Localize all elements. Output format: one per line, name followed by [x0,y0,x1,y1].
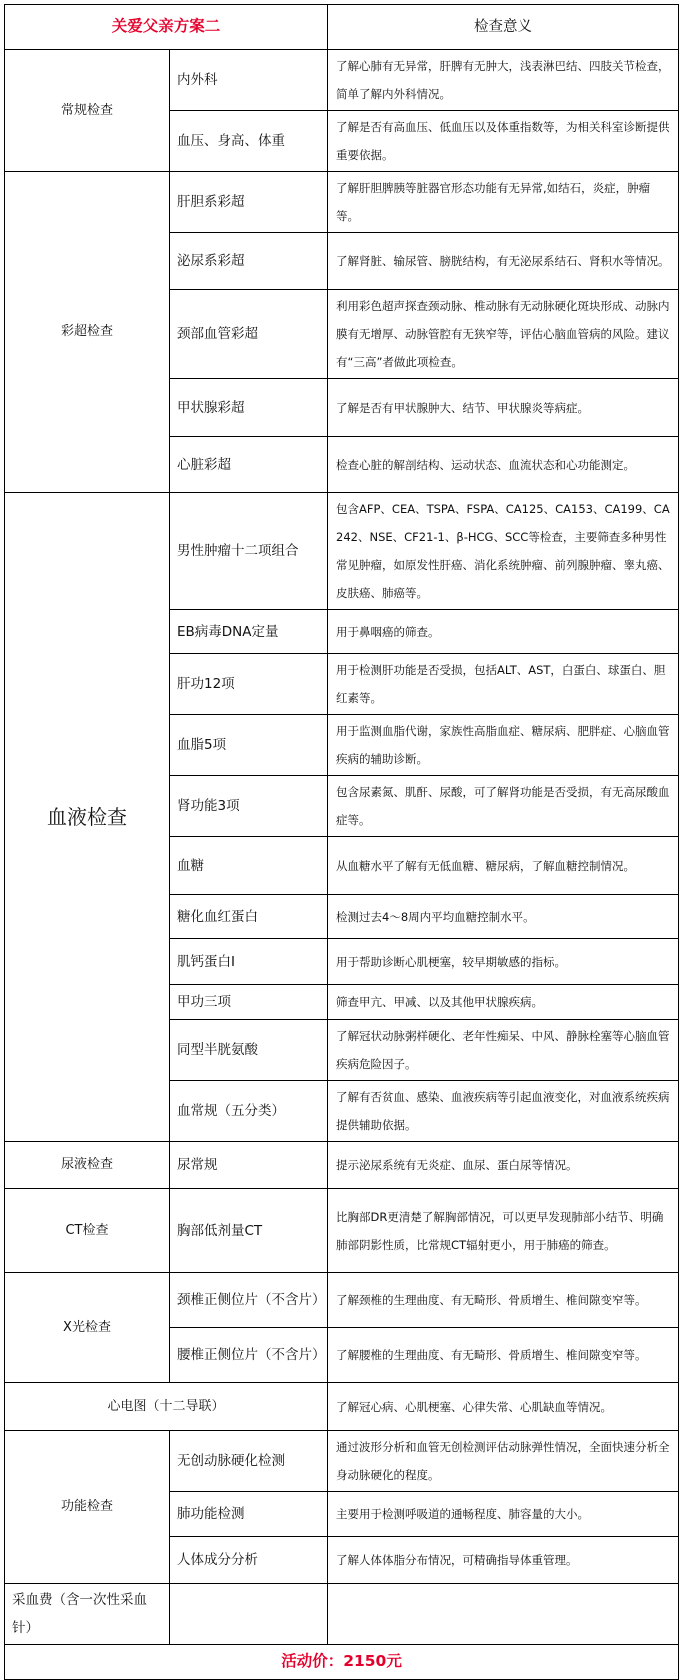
table-row [5,1584,679,1645]
item-desc: 用于鼻咽癌的筛查。 [328,610,679,654]
table-row [5,1273,679,1328]
plan-title-cell [5,5,328,50]
item-desc: 了解肝胆脾胰等脏器官形态功能有无异常,如结石，炎症，肿瘤等。 [328,172,679,233]
item-name: 无创动脉硬化检测 [170,1431,328,1492]
item-name: 内外科 [170,50,328,111]
item-desc: 了解是否有高血压、低血压以及体重指数等，为相关科室诊断提供重要依据。 [328,111,679,172]
item-desc [328,1584,679,1645]
item-name: 泌尿系彩超 [170,233,328,290]
table-row [5,493,679,610]
item-desc: 了解颈椎的生理曲度、有无畸形、骨质增生、椎间隙变窄等。 [328,1273,679,1328]
item-desc: 了解有否贫血、感染、血液疾病等引起血液变化，对血液系统疾病提供辅助依据。 [328,1081,679,1142]
item-desc: 了解腰椎的生理曲度、有无畸形、骨质增生、椎间隙变窄等。 [328,1328,679,1383]
category-cell: 血液检查 [5,493,170,1142]
meaning-header-cell [328,5,679,50]
item-desc: 了解人体体脂分布情况，可精确指导体重管理。 [328,1537,679,1584]
category-cell: 彩超检查 [5,172,170,493]
item-desc: 包含尿素氮、肌酐、尿酸，可了解肾功能是否受损，有无高尿酸血症等。 [328,776,679,837]
table-row [5,50,679,111]
meaning-header: 检查意义 [474,18,533,35]
item-desc: 用于检测肝功能是否受损，包括ALT、AST，白蛋白、球蛋白、胆红素等。 [328,654,679,715]
item-desc: 检查心脏的解剖结构、运动状态、血流状态和心功能测定。 [328,437,679,493]
item-desc: 了解肾脏、输尿管、膀胱结构，有无泌尿系结石、肾积水等情况。 [328,233,679,290]
item-name: 肝功12项 [170,654,328,715]
item-name: 肌钙蛋白I [170,939,328,985]
category-cell: 功能检查 [5,1431,170,1584]
item-desc: 了解是否有甲状腺肿大、结节、甲状腺炎等病症。 [328,379,679,437]
item-desc: 检测过去4～8周内平均血糖控制水平。 [328,895,679,939]
item-name: 肾功能3项 [170,776,328,837]
item-desc: 利用彩色超声探查颈动脉、椎动脉有无动脉硬化斑块形成、动脉内膜有无增厚、动脉管腔有无狭窄等，评估心脑血管病的风险。建议有“三高”者做此项检查。 [328,290,679,379]
item-desc: 用于帮助诊断心肌梗塞，较早期敏感的指标。 [328,939,679,985]
item-desc: 从血糖水平了解有无低血糖、糖尿病，了解血糖控制情况。 [328,837,679,895]
plan-title: 关爱父亲方案二 [111,17,221,35]
item-name: 颈椎正侧位片（不含片） [170,1273,328,1328]
item-desc: 主要用于检测呼吸道的通畅程度、肺容量的大小。 [328,1492,679,1537]
item-name: 尿常规 [170,1142,328,1189]
item-name: 血脂5项 [170,715,328,776]
table-row [5,172,679,233]
item-name: 腰椎正侧位片（不含片） [170,1328,328,1383]
item-name: 肺功能检测 [170,1492,328,1537]
item-name: EB病毒DNA定量 [170,610,328,654]
item-desc: 比胸部DR更清楚了解胸部情况，可以更早发现肺部小结节、明确肺部阴影性质，比常规CT辐射更小，用于肺癌的筛查。 [328,1189,679,1273]
item-desc: 包含AFP、CEA、TSPA、FSPA、CA125、CA153、CA199、CA242、NSE、CF21-1、β-HCG、SCC等检查，主要筛查多种男性常见肿瘤，如原发性肝癌、消化系统肿瘤、前列腺肿瘤、睾丸癌、皮肤癌、肺癌等。 [328,493,679,610]
item-name: 肝胆系彩超 [170,172,328,233]
item-name [170,1584,328,1645]
table-row [5,1383,679,1431]
table-row [5,1189,679,1273]
table-row [5,1142,679,1189]
item-name: 糖化血红蛋白 [170,895,328,939]
category-cell: X光检查 [5,1273,170,1383]
item-desc: 了解冠心病、心肌梗塞、心律失常、心肌缺血等情况。 [328,1383,679,1431]
table-row [5,1431,679,1492]
item-name: 血压、身高、体重 [170,111,328,172]
checkup-table [4,4,679,1680]
item-desc: 了解冠状动脉粥样硬化、老年性痴呆、中风、静脉栓塞等心脑血管疾病危险因子。 [328,1020,679,1081]
item-name: 男性肿瘤十二项组合 [170,493,328,610]
category-cell: 心电图（十二导联） [5,1383,328,1431]
item-name: 甲状腺彩超 [170,379,328,437]
item-name: 心脏彩超 [170,437,328,493]
item-name: 胸部低剂量CT [170,1189,328,1273]
item-name: 血常规（五分类） [170,1081,328,1142]
category-cell: 尿液检查 [5,1142,170,1189]
item-desc: 通过波形分析和血管无创检测评估动脉弹性情况，全面快速分析全身动脉硬化的程度。 [328,1431,679,1492]
item-name: 同型半胱氨酸 [170,1020,328,1081]
item-desc: 了解心肺有无异常，肝脾有无肿大，浅表淋巴结、四肢关节检查，简单了解内外科情况。 [328,50,679,111]
category-cell: 常规检查 [5,50,170,172]
category-cell: 采血费（含一次性采血针） [5,1584,170,1645]
table-header-row [5,5,679,50]
price-cell [5,1645,679,1680]
item-desc: 用于监测血脂代谢，家族性高脂血症、糖尿病、肥胖症、心脑血管疾病的辅助诊断。 [328,715,679,776]
item-name: 甲功三项 [170,985,328,1020]
activity-price: 活动价：2150元 [281,1652,402,1670]
item-desc: 筛查甲亢、甲减、以及其他甲状腺疾病。 [328,985,679,1020]
item-name: 血糖 [170,837,328,895]
item-name: 颈部血管彩超 [170,290,328,379]
category-cell: CT检查 [5,1189,170,1273]
item-desc: 提示泌尿系统有无炎症、血尿、蛋白尿等情况。 [328,1142,679,1189]
item-name: 人体成分分析 [170,1537,328,1584]
price-row [5,1645,679,1680]
